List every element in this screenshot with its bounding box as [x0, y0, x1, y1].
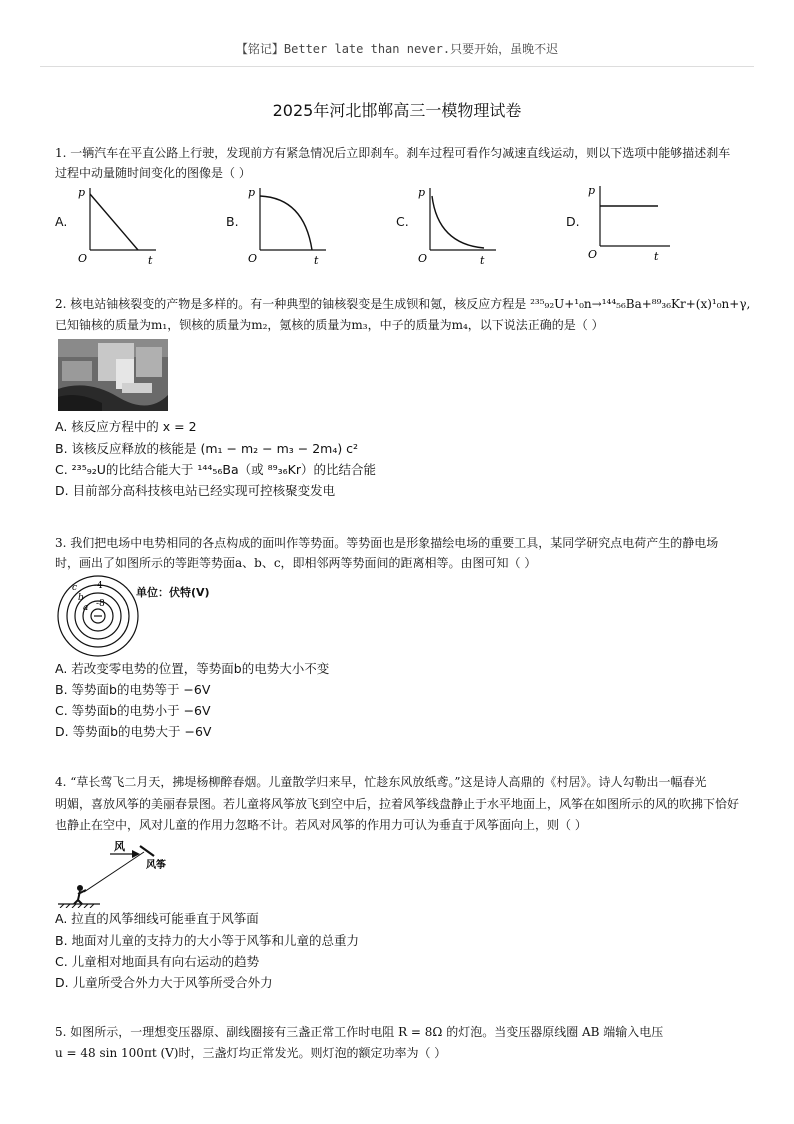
q1-graph-d-origin: O: [588, 248, 598, 261]
header-divider: [40, 66, 754, 67]
q2-option-a: A. 核反应方程中的 x = 2: [55, 419, 197, 434]
q5-stem-line2: u = 48 sin 100πt (V)时，三盏灯均正常发光。则灯泡的额定功率为（ ）: [55, 1046, 447, 1060]
q1-graph-d: [586, 180, 676, 266]
nuclear-plant-photo-drawing: [58, 339, 168, 411]
q1-stem-line2: 过程中动量随时间变化的图像是（ ）: [55, 166, 251, 180]
page-header-motto: 【铭记】Better late than never.只要开始，虽晚不迟: [235, 42, 559, 56]
q2-stem-line2: 已知铀核的质量为m₁，钡核的质量为m₂，氪核的质量为m₃，中子的质量为m₄，以下说法正确的是（ ）: [55, 318, 604, 332]
q1-option-a-label: A.: [55, 214, 68, 229]
q1-graph-b-p-label: p: [248, 186, 256, 199]
label-b: b: [78, 593, 84, 603]
q1-graph-d-p-label: p: [588, 184, 596, 197]
q1-graph-b: [246, 182, 332, 268]
q1-graph-c-t-label: t: [480, 254, 485, 267]
q4-stem-line1: 4. “草长莺飞二月天，拂堤杨柳醉春烟。儿童散学归来早，忙趁东风放纸鸢。”这是诗人高鼎的《村居》。诗人勾勒出一幅春光: [55, 775, 707, 789]
q1-graph-a-p-label: p: [78, 186, 86, 199]
wind-label: 风: [114, 840, 125, 853]
kite-diagram: [56, 836, 186, 908]
label-a: a: [83, 603, 89, 613]
q1-graph-c-p-label: p: [418, 186, 426, 199]
q2-option-b: B. 该核反应释放的核能是 (m₁ − m₂ − m₃ − 2m₄) c²: [55, 441, 359, 456]
q3-option-a: A. 若改变零电势的位置，等势面b的电势大小不变: [55, 661, 330, 676]
q1-graph-c-origin: O: [418, 252, 428, 265]
q1-graph-a-curve: [90, 194, 138, 250]
q1-graph-a: [76, 182, 162, 268]
q1-option-d-label: D.: [566, 214, 580, 229]
q3-option-d: D. 等势面b的电势大于 −6V: [55, 724, 212, 739]
nuclear-plant-photo: [58, 339, 168, 411]
q1-graph-b-t-label: t: [314, 254, 319, 267]
q2-stem-line1: 2. 核电站铀核裂变的产物是多样的。有一种典型的铀核裂变是生成钡和氪，核反应方程是 ²³⁵₉₂U+¹₀n→¹⁴⁴₅₆Ba+⁸⁹₃₆Kr+(x)¹₀n+γ,: [55, 297, 751, 311]
q1-graph-a-t-label: t: [148, 254, 153, 267]
q1-graph-c: [416, 182, 502, 268]
q1-option-c-label: C.: [396, 214, 409, 229]
equipotential-diagram: [54, 574, 144, 658]
q3-option-b: B. 等势面b的电势等于 −6V: [55, 682, 211, 697]
q4-stem-line3: 也静止在空中，风对儿童的作用力忽略不计。若风对风筝的作用力可认为垂直于风筝面向上，则（ ）: [55, 818, 587, 832]
q1-graph-a-origin: O: [78, 252, 88, 265]
q1-option-b-label: B.: [226, 214, 239, 229]
q2-option-d: D. 目前部分高科技核电站已经实现可控核聚变发电: [55, 483, 336, 498]
q1-graph-c-curve: [432, 196, 484, 248]
q3-option-c: C. 等势面b的电势小于 −6V: [55, 703, 211, 718]
child-head-icon: [77, 885, 83, 891]
q2-option-c: C. ²³⁵₉₂U的比结合能大于 ¹⁴⁴₅₆Ba（或 ⁸⁹₃₆Kr）的比结合能: [55, 462, 376, 477]
label-minus8: -8: [96, 599, 105, 609]
q3-stem-line1: 3. 我们把电场中电势相同的各点构成的面叫作等势面。等势面也是形象描绘电场的重要工具，某同学研究点电荷产生的静电场: [55, 536, 719, 550]
q1-graph-d-t-label: t: [654, 250, 659, 263]
kite-surface: [140, 846, 154, 856]
q1-graph-b-curve: [260, 196, 312, 250]
label-c: c: [72, 583, 78, 593]
q4-option-c: C. 儿童相对地面具有向右运动的趋势: [55, 954, 260, 969]
q4-option-d: D. 儿童所受合外力大于风筝所受合外力: [55, 975, 273, 990]
q3-stem-line2: 时，画出了如图所示的等距等势面a、b、c，即相邻两等势面间的距离相等。由图可知（ ）: [55, 556, 537, 570]
kite-label: 风筝: [146, 860, 166, 871]
label-minus4: -4: [94, 581, 103, 591]
kite-string: [84, 852, 144, 892]
q1-stem-line1: 1. 一辆汽车在平直公路上行驶，发现前方有紧急情况后立即刹车。刹车过程可看作匀减速直线运动，则以下选项中能够描述刹车: [55, 146, 731, 160]
q1-graph-b-origin: O: [248, 252, 258, 265]
q4-option-b: B. 地面对儿童的支持力的大小等于风筝和儿童的总重力: [55, 933, 360, 948]
q4-stem-line2: 明媚，喜放风筝的美丽春景图。若儿童将风筝放飞到空中后，拉着风筝线盘静止于水平地面上，风筝在如图所示的风的吹拂下恰好: [55, 797, 740, 811]
q4-option-a: A. 拉直的风筝细线可能垂直于风筝面: [55, 911, 259, 926]
unit-label: 单位：伏特(V): [136, 586, 210, 599]
exam-title: 2025年河北邯郸高三一模物理试卷: [272, 101, 522, 120]
q5-stem-line1: 5. 如图所示，一理想变压器原、副线圈接有三盏正常工作时电阻 R = 8Ω 的灯泡。当变压器原线圈 AB 端输入电压: [55, 1025, 664, 1039]
